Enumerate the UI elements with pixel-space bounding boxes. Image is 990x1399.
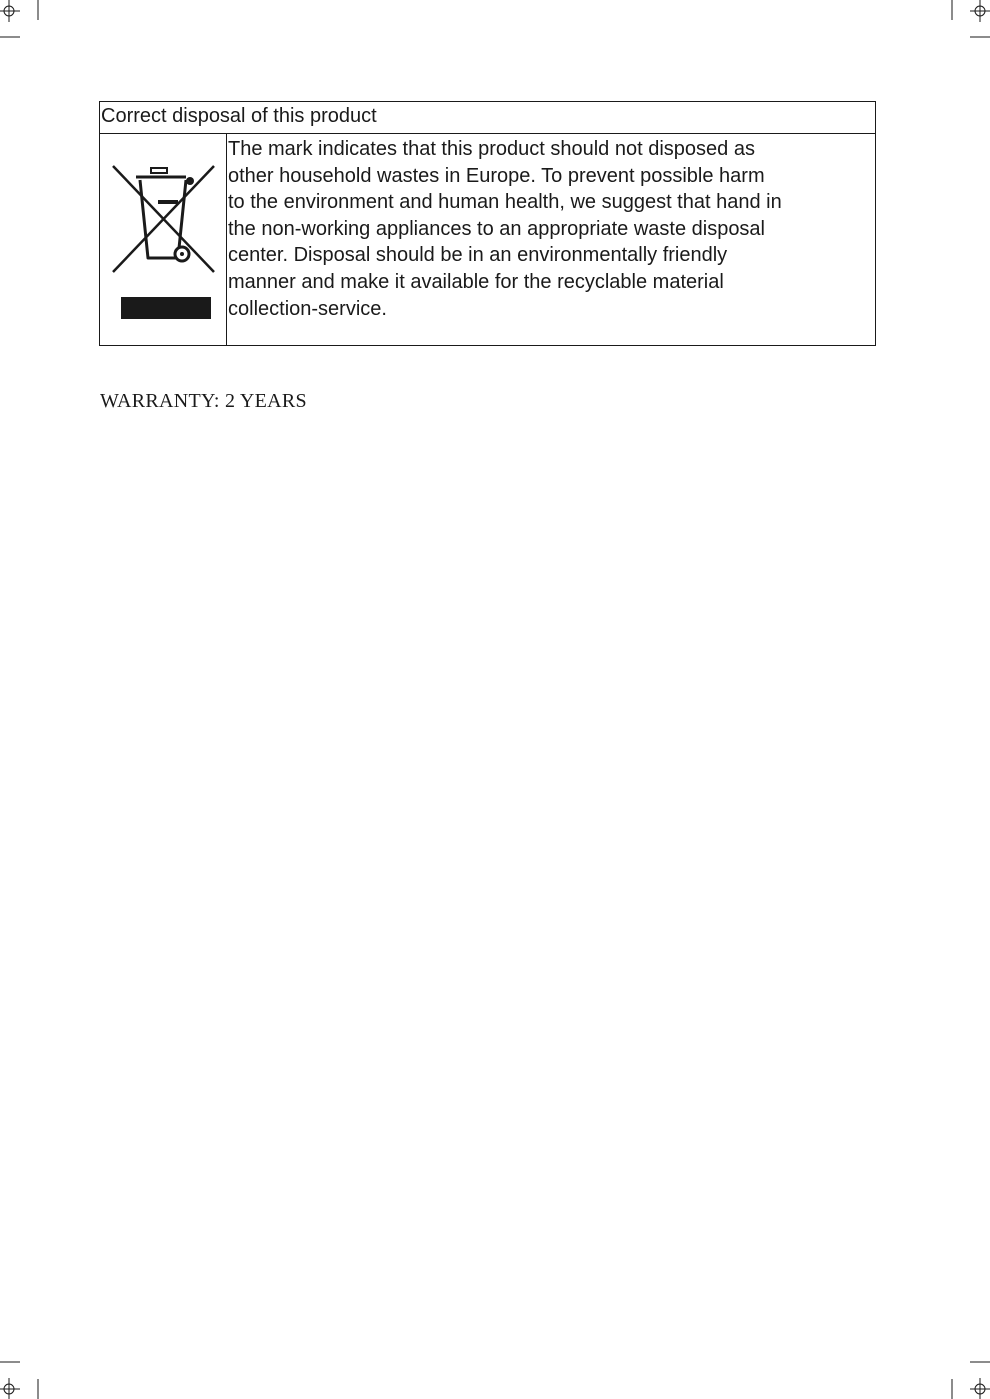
disposal-body-line: The mark indicates that this product should not disposed as <box>228 138 755 160</box>
disposal-body <box>227 134 875 345</box>
crop-mark-top-left <box>0 0 60 45</box>
crop-mark-top-right <box>930 0 990 45</box>
disposal-body-line: the non-working appliances to an appropriate waste disposal <box>228 217 766 240</box>
disposal-body-line: collection-service. <box>228 297 387 320</box>
crop-mark-bottom-left <box>0 1354 60 1399</box>
crossed-out-wheelie-bin-icon <box>100 134 226 346</box>
disposal-body-line: to the environment and human health, we suggest that hand in <box>228 191 782 214</box>
disposal-notice-box <box>99 101 876 346</box>
disposal-icon-cell <box>100 134 227 345</box>
disposal-title: Correct disposal of this product <box>100 102 875 134</box>
disposal-body-line: center. Disposal should be in an environmentally friendly <box>228 244 728 267</box>
crop-mark-bottom-right <box>930 1354 990 1399</box>
disposal-body-line: other household wastes in Europe. To prevent possible harm <box>228 164 765 187</box>
warranty-text: WARRANTY: 2 YEARS <box>100 390 307 412</box>
disposal-body-line: manner and make it available for the recyclable material <box>228 270 724 293</box>
